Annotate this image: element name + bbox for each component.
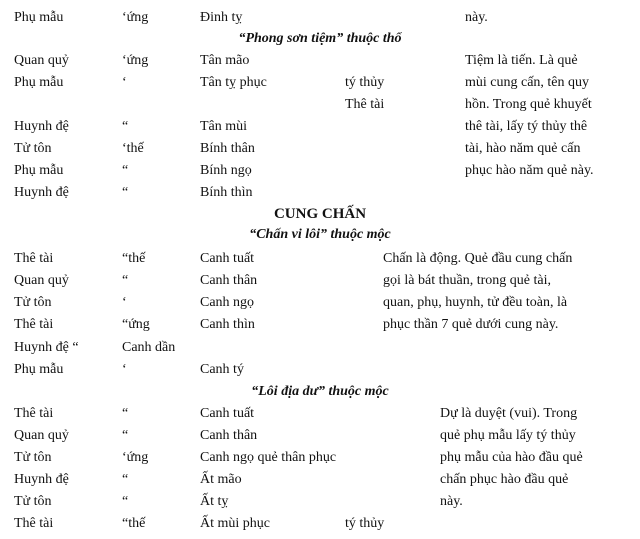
hexagram-heading: “Chấn vi lôi” thuộc mộc (249, 227, 391, 242)
stem-branch: Canh thân (200, 428, 258, 443)
commentary-text: tài, hào năm quẻ cấn (465, 141, 581, 156)
position-mark: ‘ứng (122, 450, 149, 465)
commentary-text: phục thần 7 quẻ dưới cung này. (383, 317, 559, 332)
relation-label: Tử tôn (14, 450, 52, 465)
relation-label: Phụ mẫu (14, 362, 64, 377)
position-mark: “ (122, 119, 129, 134)
relation-label: Huynh đệ (14, 185, 69, 200)
stem-branch: Ất mùi phục (200, 516, 270, 531)
commentary-text: quẻ phụ mẫu lấy tý thủy (440, 428, 576, 443)
relation-label: Tử tôn (14, 295, 52, 310)
stem-branch: Ất mão (200, 472, 242, 487)
palace-heading: CUNG CHẤN (273, 206, 367, 222)
relation-label: Thê tài (14, 406, 54, 421)
commentary-text: Dự là duyệt (vui). Trong (440, 406, 578, 421)
stem-branch: Canh ngọ quẻ thân phục (200, 450, 337, 465)
commentary-text: chấn phục hào đầu quẻ (440, 472, 569, 487)
relation-label: Huynh đệ (14, 119, 69, 134)
relation-label: Thê tài (14, 251, 54, 266)
commentary-text: Chấn là động. Quẻ đầu cung chấn (383, 251, 573, 266)
position-mark: ‘ (122, 75, 127, 90)
stem-branch: Canh tuất (200, 251, 255, 266)
stem-branch: Canh ngọ (200, 295, 255, 310)
relation-label: Quan quỷ (14, 428, 69, 443)
stem-branch: Đinh tỵ (200, 10, 243, 25)
relation-label: Tử tôn (14, 494, 52, 509)
position-mark: “thế (122, 516, 146, 531)
position-mark: “ (122, 494, 129, 509)
stem-branch: Tân mùi (200, 119, 248, 134)
relation-label: Huynh đệ “ (14, 340, 79, 355)
commentary-text: hồn. Trong quẻ khuyết (465, 97, 592, 112)
relation-label: Quan quỷ (14, 53, 69, 68)
position-mark: “ (122, 406, 129, 421)
stem-branch: Bính thân (200, 141, 255, 156)
position-mark: “ (122, 273, 129, 288)
hexagram-heading: “Lôi địa dư” thuộc mộc (251, 384, 389, 399)
stem-branch: Canh tý (200, 362, 244, 377)
position-mark: “ (122, 472, 129, 487)
position-mark: ‘ (122, 295, 127, 310)
position-mark: “thế (122, 251, 146, 266)
relation-label: Tử tôn (14, 141, 52, 156)
commentary-text: phụ mẫu của hào đầu quẻ (440, 450, 583, 465)
stem-branch: Bính ngọ (200, 163, 252, 178)
commentary-text: phục hào năm quẻ này. (465, 163, 594, 178)
relation-label: Thê tài (14, 516, 54, 531)
relation-label: Phụ mẫu (14, 163, 64, 178)
position-mark: “ (122, 428, 129, 443)
position-mark: “ứng (122, 317, 150, 332)
stem-branch: Canh thân (200, 273, 258, 288)
position-mark: ‘ (122, 362, 127, 377)
hidden-spirit: Thê tài (345, 97, 385, 112)
relation-label: Phụ mẫu (14, 10, 64, 25)
stem-branch: Bính thìn (200, 185, 253, 200)
hidden-spirit: tý thủy (345, 516, 385, 531)
stem-branch: Canh dần (122, 340, 176, 355)
commentary-text: gọi là bát thuần, trong quẻ tài, (383, 273, 551, 288)
stem-branch: Canh thìn (200, 317, 255, 332)
position-mark: ‘ứng (122, 10, 149, 25)
position-mark: ‘thế (122, 141, 144, 156)
commentary-text: thê tài, lấy tý thủy thê (465, 119, 588, 134)
position-mark: “ (122, 163, 129, 178)
relation-label: Phụ mẫu (14, 75, 64, 90)
stem-branch: Tân tỵ phục (200, 75, 267, 90)
position-mark: ‘ứng (122, 53, 149, 68)
position-mark: “ (122, 185, 129, 200)
relation-label: Thê tài (14, 317, 54, 332)
commentary-text: quan, phụ, huynh, tử đều toàn, là (383, 295, 568, 310)
commentary-text: mùi cung cấn, tên quy (465, 75, 590, 90)
commentary-text: Tiệm là tiến. Là quẻ (465, 53, 578, 68)
stem-branch: Ất tỵ (200, 494, 229, 509)
commentary-text: này. (465, 10, 488, 25)
hexagram-heading: “Phong sơn tiệm” thuộc thổ (238, 31, 402, 46)
hidden-spirit: tý thủy (345, 75, 385, 90)
commentary-text: này. (440, 494, 463, 509)
relation-label: Quan quỷ (14, 273, 69, 288)
relation-label: Huynh đệ (14, 472, 69, 487)
stem-branch: Tân mão (200, 53, 250, 68)
stem-branch: Canh tuất (200, 406, 255, 421)
